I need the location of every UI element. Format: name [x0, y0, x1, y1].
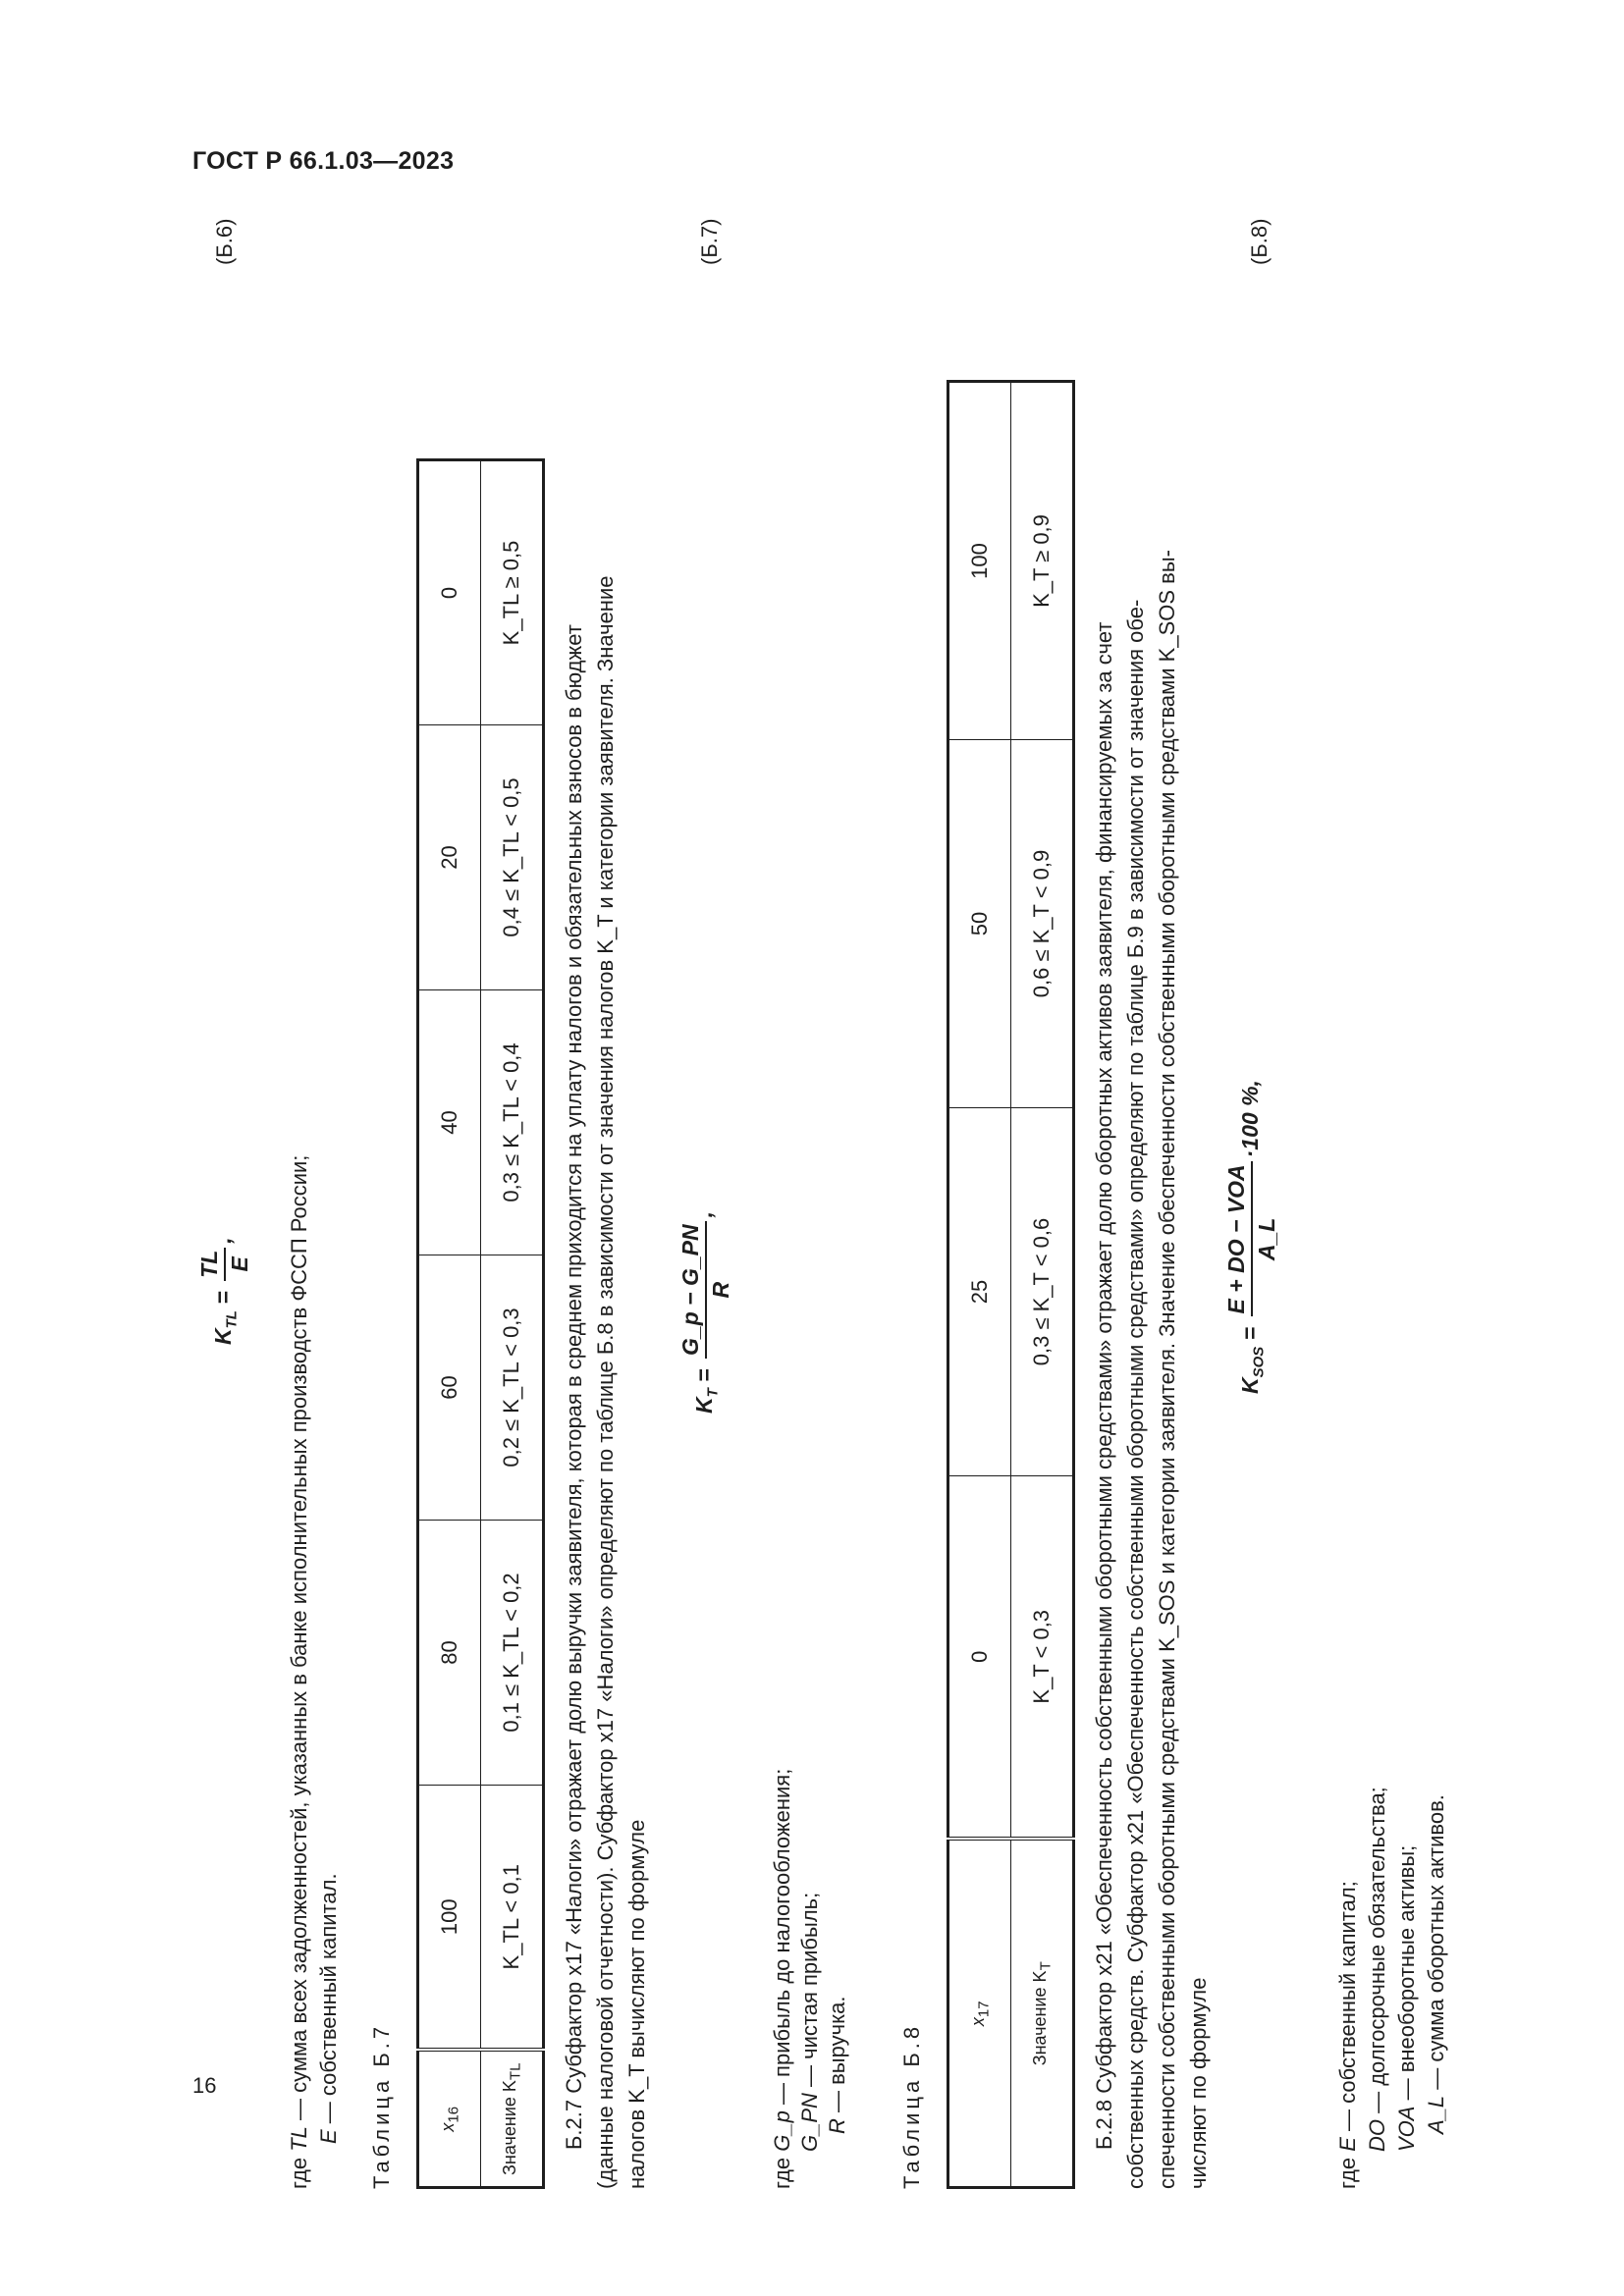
para-b27-line-3: налогов K_T вычисляют по формуле: [624, 1819, 649, 2189]
where-b7-line-1: где G_p — прибыль до налогообложения;: [770, 1768, 794, 2189]
table-b8-row-header: Значение $K_T$: [1011, 1840, 1074, 2188]
where-b8-line-3: VOA — внеоборотные активы;: [1394, 1844, 1419, 2152]
equation-label-b7: (Б.7): [697, 218, 722, 265]
table-b7-condition: 0,3 ≤ K_TL < 0,4: [481, 990, 544, 1255]
table-b8: [947, 380, 1075, 2189]
table-b7-condition: K_TL ≥ 0,5: [481, 460, 544, 725]
formula-b8: $K_{SOS}$ = E + DO − VOA A_L ·100 %,: [1223, 1080, 1279, 1394]
table-b7-caption: Таблица Б.7: [369, 2022, 394, 2189]
table-b8-condition: 0,6 ≤ K_T < 0,9: [1011, 740, 1074, 1108]
formula-b7: $K_T$ = G_p − G_PN R ,: [677, 1211, 733, 1414]
formula-b6: $K_{TL}$ = TL E ,: [196, 1237, 252, 1345]
where-b6-line-2: E — собственный капитал.: [316, 1873, 341, 2144]
table-b8-score: 100: [948, 382, 1011, 740]
table-b7-score: 80: [418, 1521, 481, 1786]
table-b8-score: 25: [948, 1108, 1011, 1476]
rotated-content: [196, 216, 1473, 2189]
para-b28-line-1: Б.2.8 Субфактор x21 «Обеспеченность собственными оборотными средствами» отражает долю оборотных активов заявителя, финансируемых за счет: [1092, 621, 1116, 2150]
para-b28-line-2: собственных средств. Субфактор x21 «Обеспеченность собственными оборотными средствами» определяют по таблице Б.9 в зависимости от значения обе-: [1123, 599, 1148, 2189]
para-b28-line-4: числяют по формуле: [1186, 1977, 1211, 2189]
where-b7-line-2: G_PN — чистая прибыль;: [797, 1892, 822, 2152]
table-b8-score: 50: [948, 740, 1011, 1108]
table-b7-condition: 0,2 ≤ K_TL < 0,3: [481, 1255, 544, 1521]
where-b8-line-1: где E — собственный капитал;: [1335, 1881, 1360, 2189]
table-b8-condition: K_T ≥ 0,9: [1011, 382, 1074, 740]
where-b7-line-3: R — выручка.: [825, 1996, 849, 2134]
equation-label-b6: (Б.6): [212, 218, 237, 265]
table-b7-condition: 0,1 ≤ K_TL < 0,2: [481, 1521, 544, 1786]
table-b8-row-header: $x_{17}$: [948, 1840, 1011, 2188]
table-b7-row-header: Значение $K_{TL}$: [481, 2051, 544, 2188]
table-b7-score: 40: [418, 990, 481, 1255]
where-b8-line-4: A_L — сумма оборотных активов.: [1424, 1794, 1448, 2134]
where-b8-line-2: DO — долгосрочные обязательства;: [1365, 1787, 1389, 2152]
table-b7-condition: K_TL < 0,1: [481, 1786, 544, 2051]
table-b8-caption: Таблица Б.8: [899, 2022, 924, 2189]
para-b27-line-1: Б.2.7 Субфактор x17 «Налоги» отражает долю выручки заявителя, которая в среднем приходится на уплату налогов и обязательных взносов в бюджет: [562, 624, 586, 2150]
equation-label-b8: (Б.8): [1247, 218, 1272, 265]
document-header: ГОСТ Р 66.1.03—2023: [192, 147, 455, 175]
table-b8-score: 0: [948, 1476, 1011, 1840]
table-b7-score: 60: [418, 1255, 481, 1521]
para-b28-line-3: спеченности собственными оборотными средствами K_SOS и категории заявителя. Значение обеспеченности собственными оборотными средствами K_SOS вы-: [1155, 550, 1179, 2189]
table-b7-score: 100: [418, 1786, 481, 2051]
para-b27-line-2: (данные налоговой отчетности). Субфактор x17 «Налоги» определяют по таблице Б.8 в зависимости от значения налогов K_T и категории заявителя. Значение: [593, 575, 618, 2189]
table-b7: [416, 458, 545, 2189]
table-b8-condition: K_T < 0,3: [1011, 1476, 1074, 1840]
table-b8-condition: 0,3 ≤ K_T < 0,6: [1011, 1108, 1074, 1476]
table-b7-score: 20: [418, 725, 481, 990]
table-b7-score: 0: [418, 460, 481, 725]
where-b6-line-1: где TL — сумма всех задолженностей, указанных в банке исполнительных производств ФССП России;: [287, 1154, 311, 2189]
table-b7-row-header: $x_{16}$: [418, 2051, 481, 2188]
table-b7-condition: 0,4 ≤ K_TL < 0,5: [481, 725, 544, 990]
page-number: 16: [192, 2073, 217, 2098]
